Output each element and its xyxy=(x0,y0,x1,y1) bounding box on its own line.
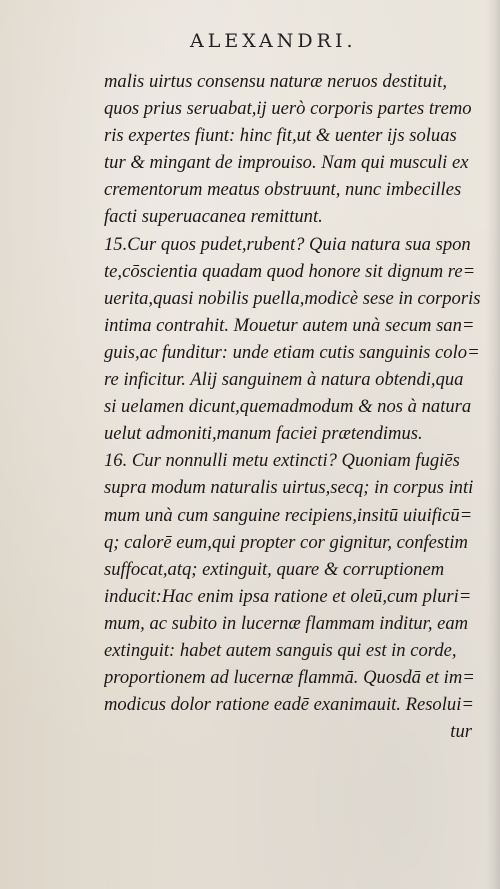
text-line: malis uirtus consensu naturæ neruos destituit, xyxy=(104,71,447,92)
text-line: re inficitur. Alij sanguinem à natura obtendi,qua xyxy=(104,369,464,391)
text-line: si uelamen dicunt,quemadmodum & nos à natura xyxy=(104,396,472,418)
text-line: uelut admoniti,manum faciei prætendimus. xyxy=(104,423,423,445)
text-line: tur & mingant de improuiso. Nam qui musculi ex xyxy=(104,152,469,174)
text-line: crementorum meatus obstruunt, nunc imbecilles xyxy=(104,179,462,201)
text-line: supra modum naturalis uirtus,secq; in corpus inti xyxy=(104,477,474,499)
text-line: quos prius seruabat,ij uerò corporis partes tremo xyxy=(104,98,472,120)
text-line: q; calorē eum,qui propter cor gignitur, confestim xyxy=(104,531,468,553)
text-line: ris expertes fiunt: hinc fit,ut & uenter ijs soluas xyxy=(104,125,457,147)
text-line: guis,ac funditur: unde etiam cutis sanguinis colo= xyxy=(104,341,480,363)
running-title: ALEXANDRI. xyxy=(190,30,357,52)
text-line: extinguit: habet autem sanguis qui est in corde, xyxy=(104,639,457,661)
page-edge-shadow xyxy=(486,0,500,889)
text-line: mum, ac subito in lucernæ flammam inditur, eam xyxy=(104,612,469,634)
text-line: inducit:Hac enim ipsa ratione et oleū,cum pluri= xyxy=(104,585,472,607)
text-line: facti superuacanea remittunt. xyxy=(104,206,323,228)
text-line: intima contrahit. Mouetur autem unà secum san= xyxy=(104,314,475,336)
text-line: 16. Cur nonnulli metu extincti? Quoniam fugiēs xyxy=(104,450,460,472)
text-line: suffocat,atq; extinguit, quare & corruptionem xyxy=(104,558,445,580)
text-line: uerita,quasi nobilis puella,modicè sese in corporis xyxy=(104,287,481,309)
text-line: modicus dolor ratione eadē exanimauit. Resolui= xyxy=(104,694,474,716)
catchword: tur xyxy=(450,721,472,743)
text-line: mum unà cum sanguine recipiens,insitū uiuificū= xyxy=(104,504,473,526)
body-text xyxy=(104,68,484,745)
text-line: te,cōscientia quadam quod honore sit dignum re= xyxy=(104,260,476,282)
text-line: 15.Cur quos pudet,rubent? Quia natura sua spon xyxy=(104,233,471,255)
text-line: proportionem ad lucernæ flammā. Quosdā et im= xyxy=(104,667,475,689)
